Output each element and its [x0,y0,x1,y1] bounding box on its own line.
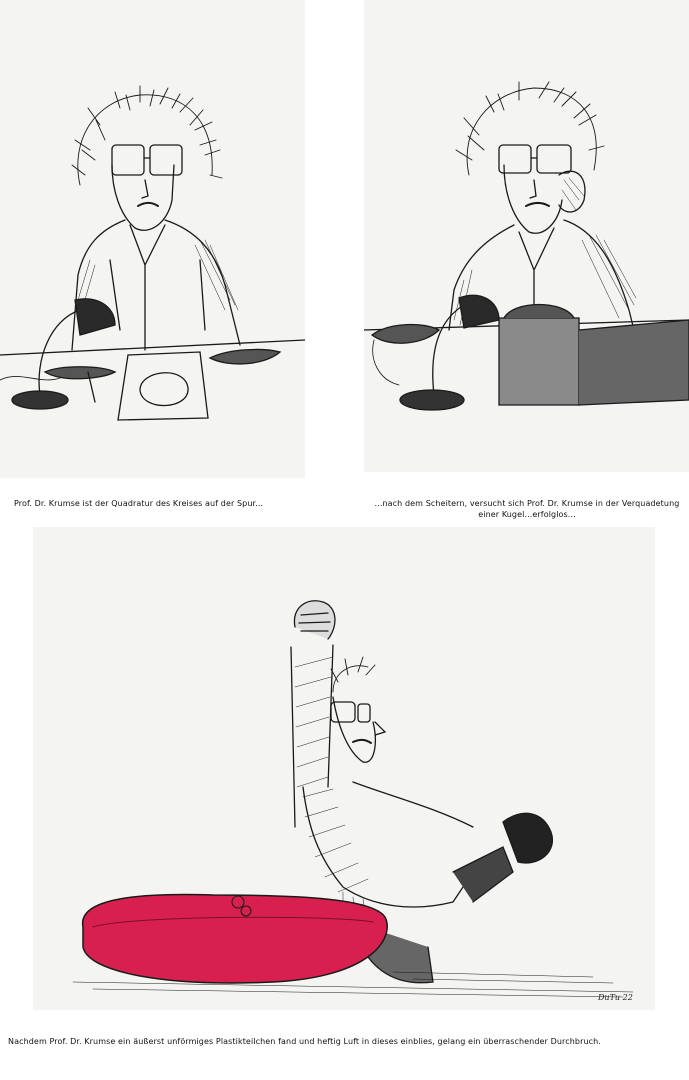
mustache [138,203,158,206]
shoe [503,813,552,863]
comic-panel-2 [364,0,689,472]
nose [530,180,536,198]
panel-2-caption: ...nach dem Scheitern, versucht sich Prof. Dr. Krumse in der Verquadetung einer Kugel...erfolglos... [374,499,680,519]
circle-drawing [140,373,188,406]
artist-signature: DuTu 22 [598,993,633,1002]
professor-hair [72,86,222,185]
right-hand [210,350,280,364]
glasses-icon [499,145,571,173]
panel-1-drawing [0,0,305,478]
nose [375,722,385,735]
mustache [526,203,549,206]
glasses-icon [331,702,370,722]
left-hand [45,367,115,379]
professor-hair [456,82,604,175]
professor-body [303,787,473,907]
panel-2-drawing [364,0,689,472]
raised-arm [291,645,333,827]
float-ring [83,894,388,982]
box [499,305,689,406]
nose [142,180,148,198]
comic-panel-1 [0,0,305,478]
left-hand [372,325,439,344]
glasses-icon [112,145,182,175]
mustache [353,740,371,743]
professor-face [504,165,562,233]
professor-hair [331,657,375,692]
desk-lamp [400,295,499,410]
paper-sheet [118,352,208,420]
comic-panel-3 [33,527,655,1010]
raised-leg [453,847,513,902]
professor-face [333,697,375,762]
panel-3-caption: Nachdem Prof. Dr. Krumse ein äußerst unförmiges Plastikteilchen fand und heftig Luft in dieses einblies, gelang ein überraschender Durchbruch. [8,1037,601,1046]
panel-1-caption: Prof. Dr. Krumse ist der Quadratur des Kreises auf der Spur... [14,499,264,508]
raised-fist [294,601,335,639]
panel-3-drawing [33,527,655,1010]
